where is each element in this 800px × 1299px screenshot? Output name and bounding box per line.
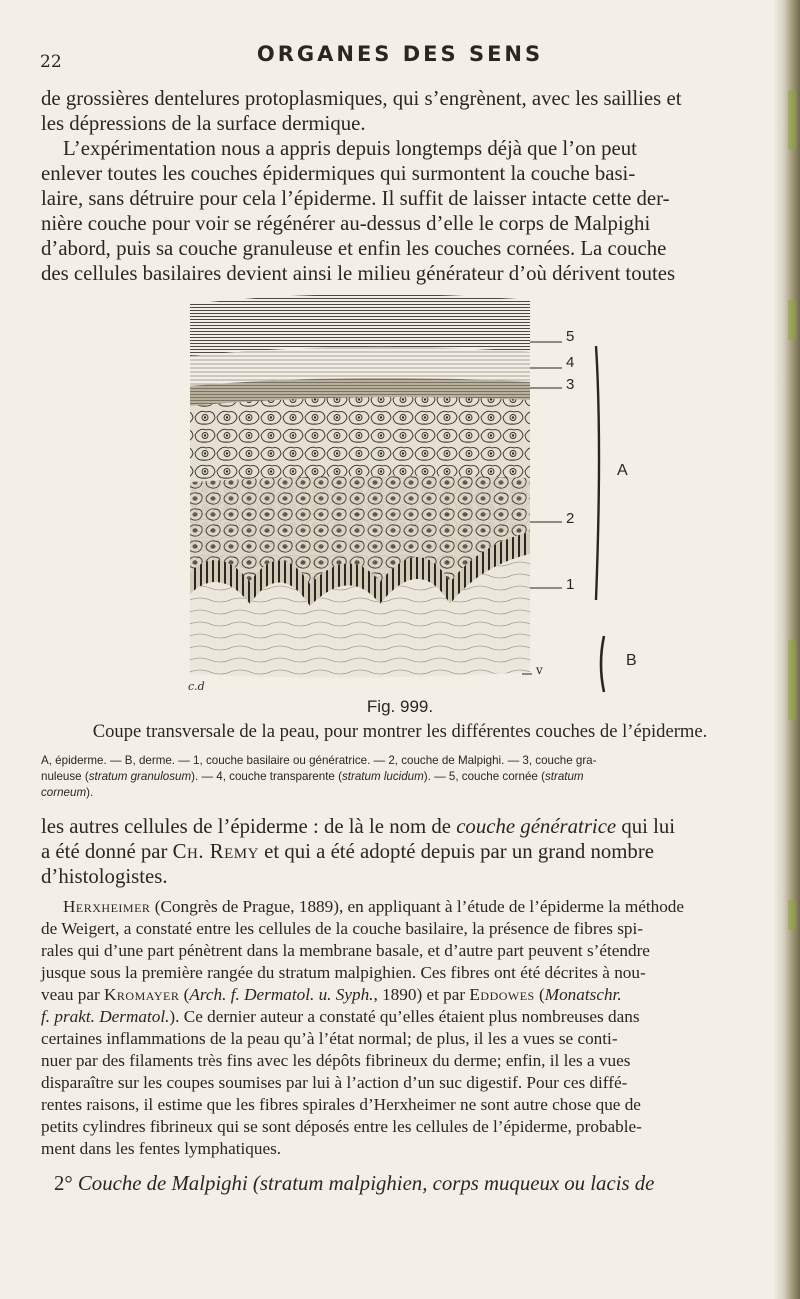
note-line: nuer par des filaments très fins avec les dépôts fibrineux du derme; enfin, il les a vues	[41, 1051, 631, 1070]
label-v: v	[536, 663, 543, 677]
figure-title: Coupe transversale de la peau, pour montrer les différentes couches de l’épiderme.	[92, 721, 708, 742]
note-line: ment dans les fentes lymphatiques.	[41, 1139, 282, 1158]
running-head: ORGANES DES SENS	[256, 42, 544, 66]
text-line: de grossières dentelures protoplasmiques, qui s’engrènent, avec les saillies et	[41, 87, 682, 110]
label-dermis-B: B	[626, 652, 637, 669]
text-line: nière couche pour voir se régénérer au-dessus d’elle le corps de Malpighi	[41, 212, 651, 235]
note-line: disparaître sur les coupes soumises par lui à l’action d’un suc digestif. Pour ces diffé-	[41, 1073, 628, 1092]
note-line: de Weigert, a constaté entre les cellules de la couche basilaire, la présence de fibres spi-	[41, 919, 643, 938]
figure-number: Fig. 999.	[366, 697, 434, 716]
note-line: jusque sous la première rangée du stratum malpighien. Ces fibres ont été décrites à nou-	[41, 963, 646, 982]
layer-label-3: 3	[566, 376, 575, 393]
label-epidermis-A: A	[617, 462, 628, 479]
layer-label-4: 4	[566, 354, 575, 371]
text-line: L’expérimentation nous a appris depuis longtemps déjà que l’on peut	[63, 137, 637, 160]
text-line: d’abord, puis sa couche granuleuse et enfin les couches cornées. La couche	[41, 237, 667, 260]
legend-line: nuleuse (stratum granulosum). — 4, couche transparente (stratum lucidum). — 5, couche cornée (stratum	[41, 770, 584, 783]
page-edge	[774, 0, 800, 1299]
legend-line: A, épiderme. — B, derme. — 1, couche basilaire ou génératrice. — 2, couche de Malpighi. — 3, couche gra-	[41, 754, 597, 767]
text-line: les autres cellules de l’épiderme : de là le nom de couche génératrice qui lui	[41, 815, 676, 838]
layer-label-1: 1	[566, 576, 575, 593]
text-line: enlever toutes les couches épidermiques qui surmontent la couche basi-	[41, 162, 636, 185]
text-line: laire, sans détruire pour cela l’épiderme. Il suffit de laisser intacte cette der-	[41, 187, 670, 210]
note-line: rales qui d’une part pénètrent dans la membrane basale, et d’autre part peuvent s’étendre	[41, 941, 650, 960]
note-line: rentes raisons, il estime que les fibres spirales d’Herxheimer ne sont autre chose que de	[41, 1095, 641, 1114]
page-number: 22	[40, 52, 62, 72]
label-cd: c.d	[188, 680, 205, 693]
text-line: les dépressions de la surface dermique.	[41, 112, 366, 135]
note-line: petits cylindres fibrineux qui se sont déposés entre les cellules de l’épiderme, probable-	[41, 1117, 642, 1136]
layer-label-2: 2	[566, 510, 575, 527]
text-line: a été donné par Ch. Remy et qui a été adopté depuis par un grand nombre	[41, 840, 654, 863]
text-line: d’histologistes.	[41, 865, 168, 888]
note-line: certaines inflammations de la peau qu’à l’état normal; de plus, il les a vues se conti-	[41, 1029, 618, 1048]
legend-line: corneum).	[41, 786, 94, 799]
text-line: des cellules basilaires devient ainsi le milieu générateur d’où dérivent toutes	[41, 262, 676, 285]
layer-label-5: 5	[566, 328, 575, 345]
note-line: Herxheimer (Congrès de Prague, 1889), en appliquant à l’étude de l’épiderme la méthode	[63, 897, 685, 916]
skin-section-illustration	[150, 282, 670, 696]
section-heading: 2° Couche de Malpighi (stratum malpighien, corps muqueux ou lacis de	[54, 1172, 655, 1195]
note-line: f. prakt. Dermatol.). Ce dernier auteur a constaté qu’elles étaient plus nombreuses dans	[41, 1007, 640, 1026]
note-line: veau par Kromayer (Arch. f. Dermatol. u. Syph., 1890) et par Eddowes (Monatschr.	[41, 985, 622, 1004]
